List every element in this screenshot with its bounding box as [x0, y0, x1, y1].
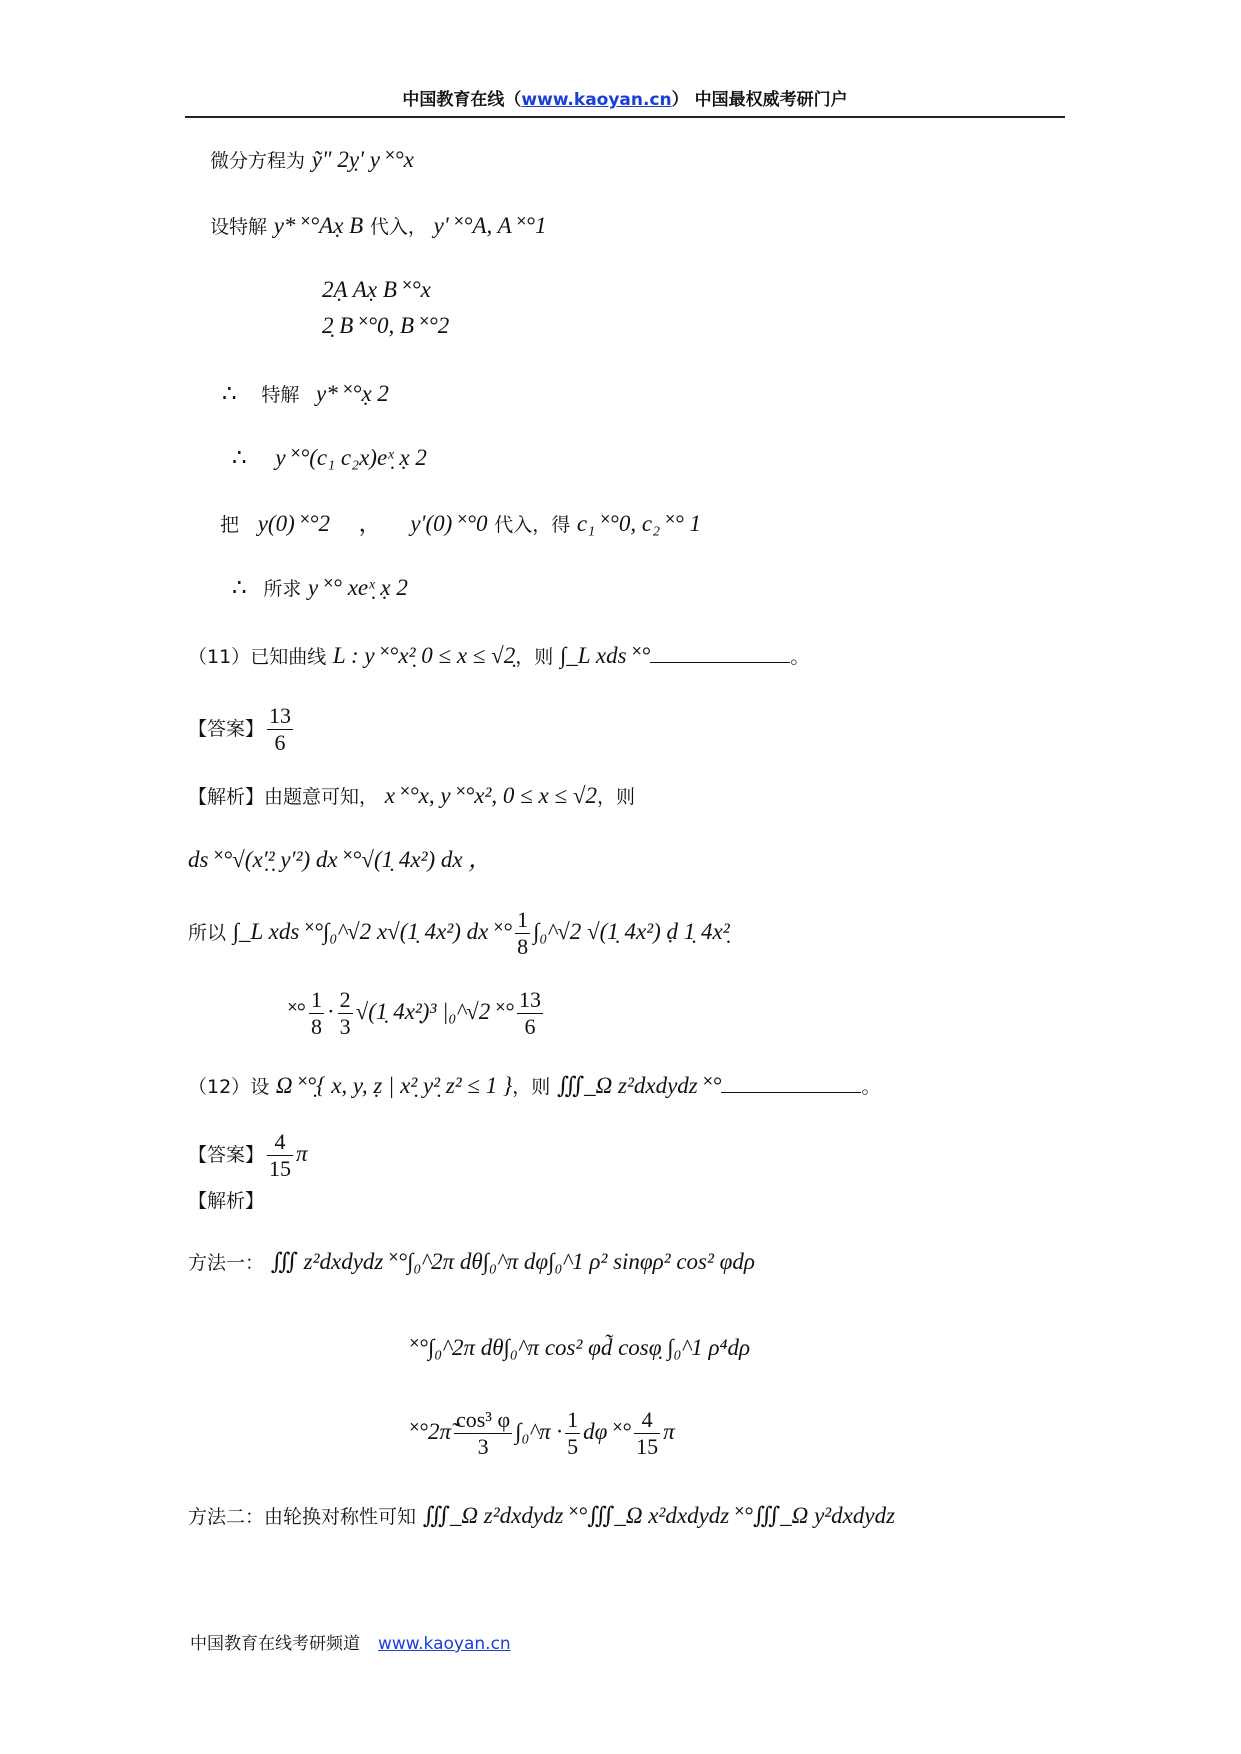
evaluated-term: √(1̣ 4x²̣)³ |₀^√2 ˟°: [355, 999, 514, 1024]
constant-values: c₁ ˟°0, c₂ ˟° 1: [576, 511, 702, 536]
analysis-label: 【解析】: [188, 1190, 265, 1212]
curve-definition: L : y ˟°x²̣ 0 ≤ x ≤ √2̣: [332, 643, 516, 668]
separator: ，: [358, 511, 382, 536]
particular-solution-label: 特解: [261, 384, 300, 406]
question-12: [188, 1070, 880, 1101]
method-1-line-1: [188, 1248, 755, 1277]
final-solution-line: [232, 574, 408, 603]
evaluation-bar: ∫₀^π ·: [515, 1419, 563, 1444]
result-fraction: [634, 1407, 660, 1460]
then-label: ，则: [597, 786, 636, 808]
fraction-2-3: [338, 987, 353, 1040]
separated-integral: ˟°∫₀^2π dθ∫₀^π cos² φd̃ cosφ̣ ∫₀^1 ρ⁴dρ: [410, 1335, 751, 1360]
coefficient-eq-2-text: 2̣ B ˟°0, B ˟°2: [322, 313, 450, 338]
d-phi-equals: dφ ˟°: [583, 1419, 632, 1444]
cos-cubed-fraction: [454, 1407, 512, 1460]
fraction-denominator: 15: [636, 1434, 659, 1459]
arc-length-formula: ds ˟°√(x′̣²̣ y′²) dx ˟°√(1̣ 4x²) dx ，: [188, 847, 492, 872]
multiply-dot: ·: [326, 999, 335, 1024]
question-11: [188, 640, 809, 671]
footer-link[interactable]: www.kaoyan.cn: [378, 1634, 511, 1654]
answer-12: [188, 1122, 308, 1187]
triple-integral: ∭_Ω z²dxdydz ˟°: [556, 1073, 722, 1098]
fraction-denominator: 5: [567, 1434, 579, 1459]
arc-length-line: [188, 846, 491, 874]
coefficient-eq-1-text: 2Ạ Ax̣ B ˟°x: [322, 277, 431, 302]
answer-label: 【答案】: [188, 1144, 265, 1166]
result-fraction: [517, 987, 543, 1040]
particular-solution: y* ˟°x̣ 2: [316, 381, 389, 406]
question-number: （11）: [188, 646, 251, 668]
pi-symbol: π: [663, 1419, 675, 1444]
pi-symbol: π: [296, 1141, 308, 1166]
fraction-denominator: 3: [339, 1014, 351, 1039]
fraction-numerator: 4: [267, 1129, 293, 1156]
substitute-label: 代入，: [369, 216, 427, 238]
analysis-11-intro: [188, 782, 635, 811]
integral-setup: ∫_L xds ˟°∫₀^√2 x√(1̣ 4x²) dx ˟°: [232, 919, 513, 944]
particular-setup-line: [210, 212, 546, 241]
footer-text: 中国教育在线考研频道: [190, 1634, 360, 1654]
fraction-numerator: 1: [567, 1407, 579, 1432]
initial-y1: y'(0) ˟°0: [410, 511, 488, 536]
analysis-12-label-line: [188, 1186, 264, 1215]
initial-y0: y(0) ˟°2: [257, 511, 330, 536]
method-2-label: 方法二：由轮换对称性可知: [188, 1506, 417, 1528]
line-integral: ∫_L xds ˟°: [560, 643, 651, 668]
general-solution-line: [232, 444, 427, 472]
ode-equation: ỹ" 2ỵ' y ˟°x: [311, 147, 414, 172]
equals-sign: ˟°: [288, 999, 306, 1024]
fraction-numerator: 13: [518, 987, 541, 1012]
final-solution: y ˟° xeˣ̣ x̣ 2: [308, 575, 408, 600]
derivative-values: y' ˟°A, A ˟°1: [433, 213, 547, 238]
coefficient-eq-1: [322, 276, 431, 304]
period: 。: [861, 1076, 881, 1098]
answer-blank: [650, 640, 790, 663]
fraction-numerator: 2: [339, 987, 351, 1012]
initial-condition-line: [220, 510, 701, 539]
method-1-line-2: [410, 1334, 750, 1362]
fraction-numerator: 13: [269, 703, 292, 728]
fraction-denominator: 8: [517, 934, 529, 959]
answer-fraction: [267, 703, 293, 756]
general-solution: y ˟°(c₁ c₂x)eˣ̣ x̣ 2: [275, 445, 427, 470]
particular-form: y* ˟°Ax̣ B: [273, 213, 364, 238]
question-stem: 设: [250, 1076, 270, 1098]
coefficient-eq-2: [322, 312, 449, 340]
one-eighth-fraction: [515, 907, 530, 960]
two-pi-factor: ˟°2π̃: [410, 1419, 452, 1444]
question-stem: 已知曲线: [250, 646, 327, 668]
ode-line: [210, 146, 414, 175]
header-rule: [185, 116, 1065, 118]
analysis-text: 由题意可知，: [264, 786, 379, 808]
fraction-numerator: cos³ φ: [456, 1407, 511, 1432]
ode-label: 微分方程为: [210, 150, 306, 172]
question-number: （12）: [188, 1076, 251, 1098]
integral-setup-line: [188, 900, 730, 965]
then-label: ，则: [512, 1076, 551, 1098]
header-link[interactable]: www.kaoyan.cn: [521, 90, 672, 110]
answer-label: 【答案】: [188, 718, 265, 740]
method-2-line: [188, 1502, 895, 1531]
fraction-denominator: 6: [274, 730, 286, 755]
page-header: [185, 86, 1065, 114]
region-definition: Ω ˟°̣{ x, y, ẓ | x²̣ y²̣ z² ≤ 1 }: [275, 1073, 513, 1098]
answer-11: [188, 696, 296, 761]
therefore-symbol: ∴: [232, 575, 247, 600]
so-label: 所以: [188, 922, 227, 944]
fraction-numerator: 1: [310, 987, 322, 1012]
analysis-label: 【解析】: [188, 786, 265, 808]
fraction-numerator: 1: [517, 907, 529, 932]
answer-fraction: [267, 1129, 293, 1182]
fraction-1-8: [309, 987, 324, 1040]
therefore-symbol: ∴: [222, 381, 237, 406]
fraction-denominator: 6: [524, 1014, 536, 1039]
header-site-name: 中国教育在线（: [402, 90, 522, 110]
final-solution-label: 所求: [263, 578, 302, 600]
method-1-line-3: [410, 1400, 675, 1464]
fraction-numerator: 4: [634, 1407, 660, 1434]
period: 。: [790, 646, 810, 668]
page-footer: [190, 1629, 511, 1654]
substitute-get-label: 代入，得: [494, 514, 571, 536]
therefore-symbol: ∴: [232, 445, 247, 470]
particular-label: 设特解: [210, 216, 268, 238]
fraction-denominator: 3: [477, 1434, 489, 1459]
one-fifth-fraction: [565, 1407, 580, 1460]
then-label: ，则: [515, 646, 554, 668]
symmetry-equation: ∭_Ω z²dxdydz ˟°∭_Ω x²dxdydz ˟°∭_Ω y²dxdydz: [422, 1503, 896, 1528]
parametrization: x ˟°x, y ˟°x², 0 ≤ x ≤ √2: [384, 783, 597, 808]
initial-label: 把: [220, 514, 240, 536]
fraction-denominator: 8: [310, 1014, 322, 1039]
particular-solution-line: [222, 380, 389, 409]
method-1-label: 方法一：: [188, 1252, 265, 1274]
header-slogan: ） 中国最权威考研门户: [671, 90, 848, 110]
integral-substitution: ∫₀^√2 √(1̣ 4x²) ḍ 1̣ 4x²̣: [533, 919, 730, 944]
fraction-denominator: 15: [269, 1156, 292, 1181]
integral-result-line: [288, 980, 546, 1044]
spherical-integral: ∭ z²dxdydz ˟°∫₀^2π dθ∫₀^π dφ∫₀^1 ρ² sinφρ² cos² φdρ: [270, 1249, 755, 1274]
answer-blank: [721, 1070, 861, 1093]
